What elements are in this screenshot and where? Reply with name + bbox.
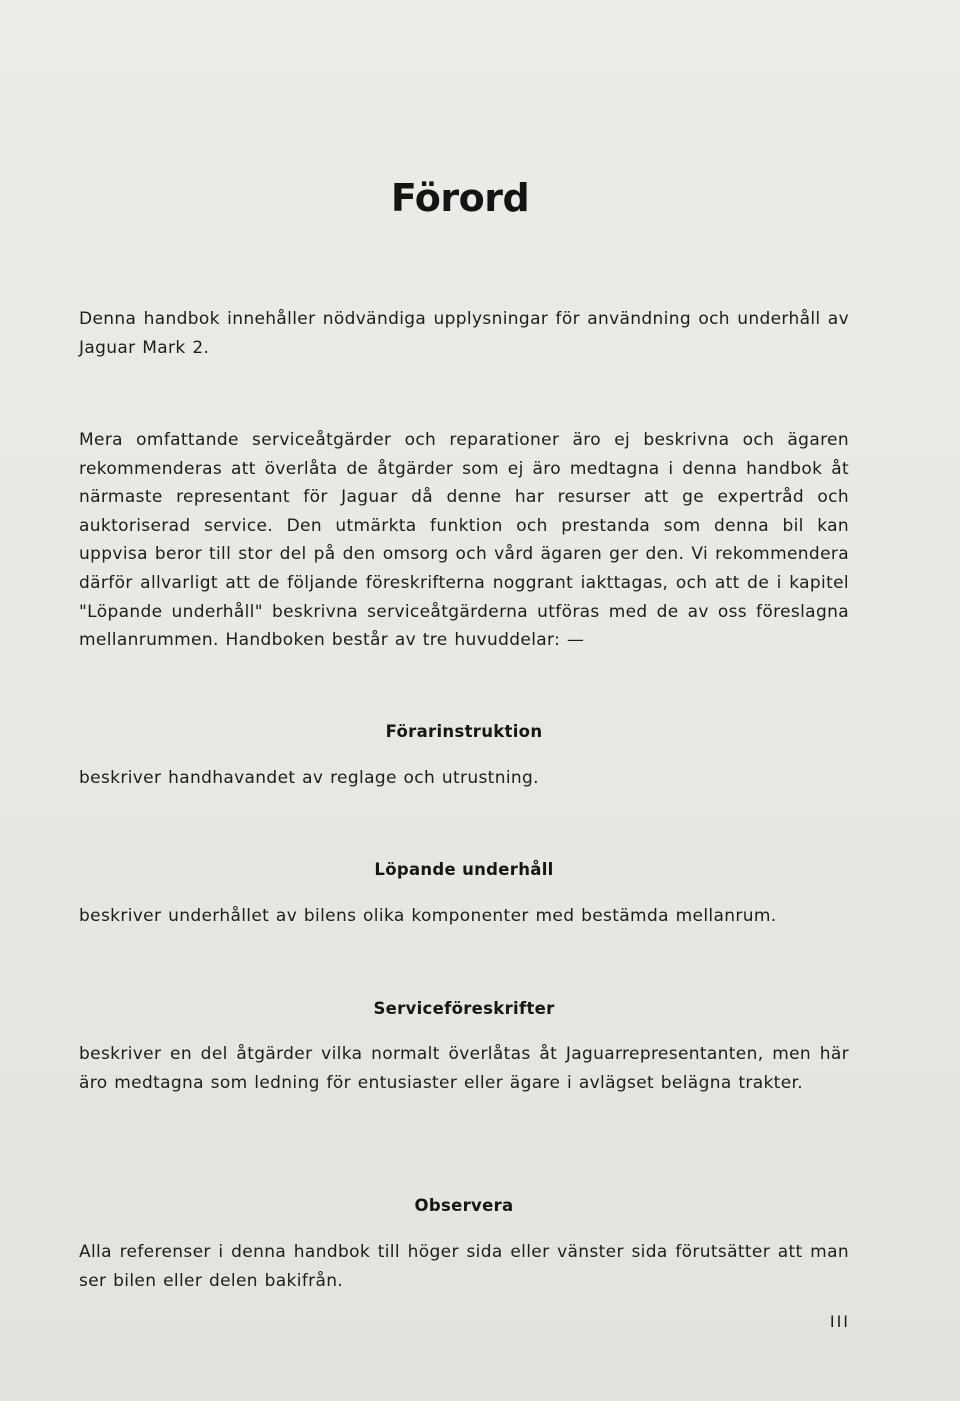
section-text-serviceforeskrifter: beskriver en del åtgärder vilka normalt överlåtas åt Jaguarrepresentanten, men här äro medtagna som ledning för entusiaster eller ägare i avlägset belägna trakter.: [79, 1044, 849, 1093]
page-title: Förord: [390, 176, 530, 220]
section-heading-lopande-underhall: Löpande underhåll: [374, 860, 554, 879]
page-number: III: [829, 1312, 850, 1331]
section-text-forarinstruktion: beskriver handhavandet av reglage och utrustning.: [79, 768, 539, 788]
section-text-observera: Alla referenser i denna handbok till höger sida eller vänster sida förutsätter att man ser bilen eller delen bakifrån.: [79, 1242, 849, 1291]
section-heading-forarinstruktion: Förarinstruktion: [385, 722, 543, 741]
main-paragraph: Mera omfattande serviceåtgärder och reparationer äro ej beskrivna och ägaren rekommenderas att överlåta de åtgärder som ej äro medtagna i denna handbok åt närmaste representant för Jaguar då denne har resurser att ge expertråd och auktoriserad service. Den utmärkta funktion och prestanda som denna bil kan uppvisa beror till stor del på den omsorg och vård ägaren ger den. Vi rekommendera därför allvarligt att de följande föreskrifterna noggrant iakttagas, och att de i kapitel "Löpande underhåll" beskrivna serviceåtgärderna utföras med de av oss föreslagna mellanrummen. Handboken består av tre huvuddelar: —: [79, 430, 849, 651]
section-text-lopande-underhall: beskriver underhållet av bilens olika komponenter med bestämda mellanrum.: [79, 906, 777, 926]
section-heading-observera: Observera: [414, 1196, 514, 1215]
section-heading-serviceforeskrifter: Serviceföreskrifter: [373, 999, 555, 1018]
intro-paragraph: Denna handbok innehåller nödvändiga upplysningar för användning och underhåll av Jaguar Mark 2.: [79, 309, 849, 358]
